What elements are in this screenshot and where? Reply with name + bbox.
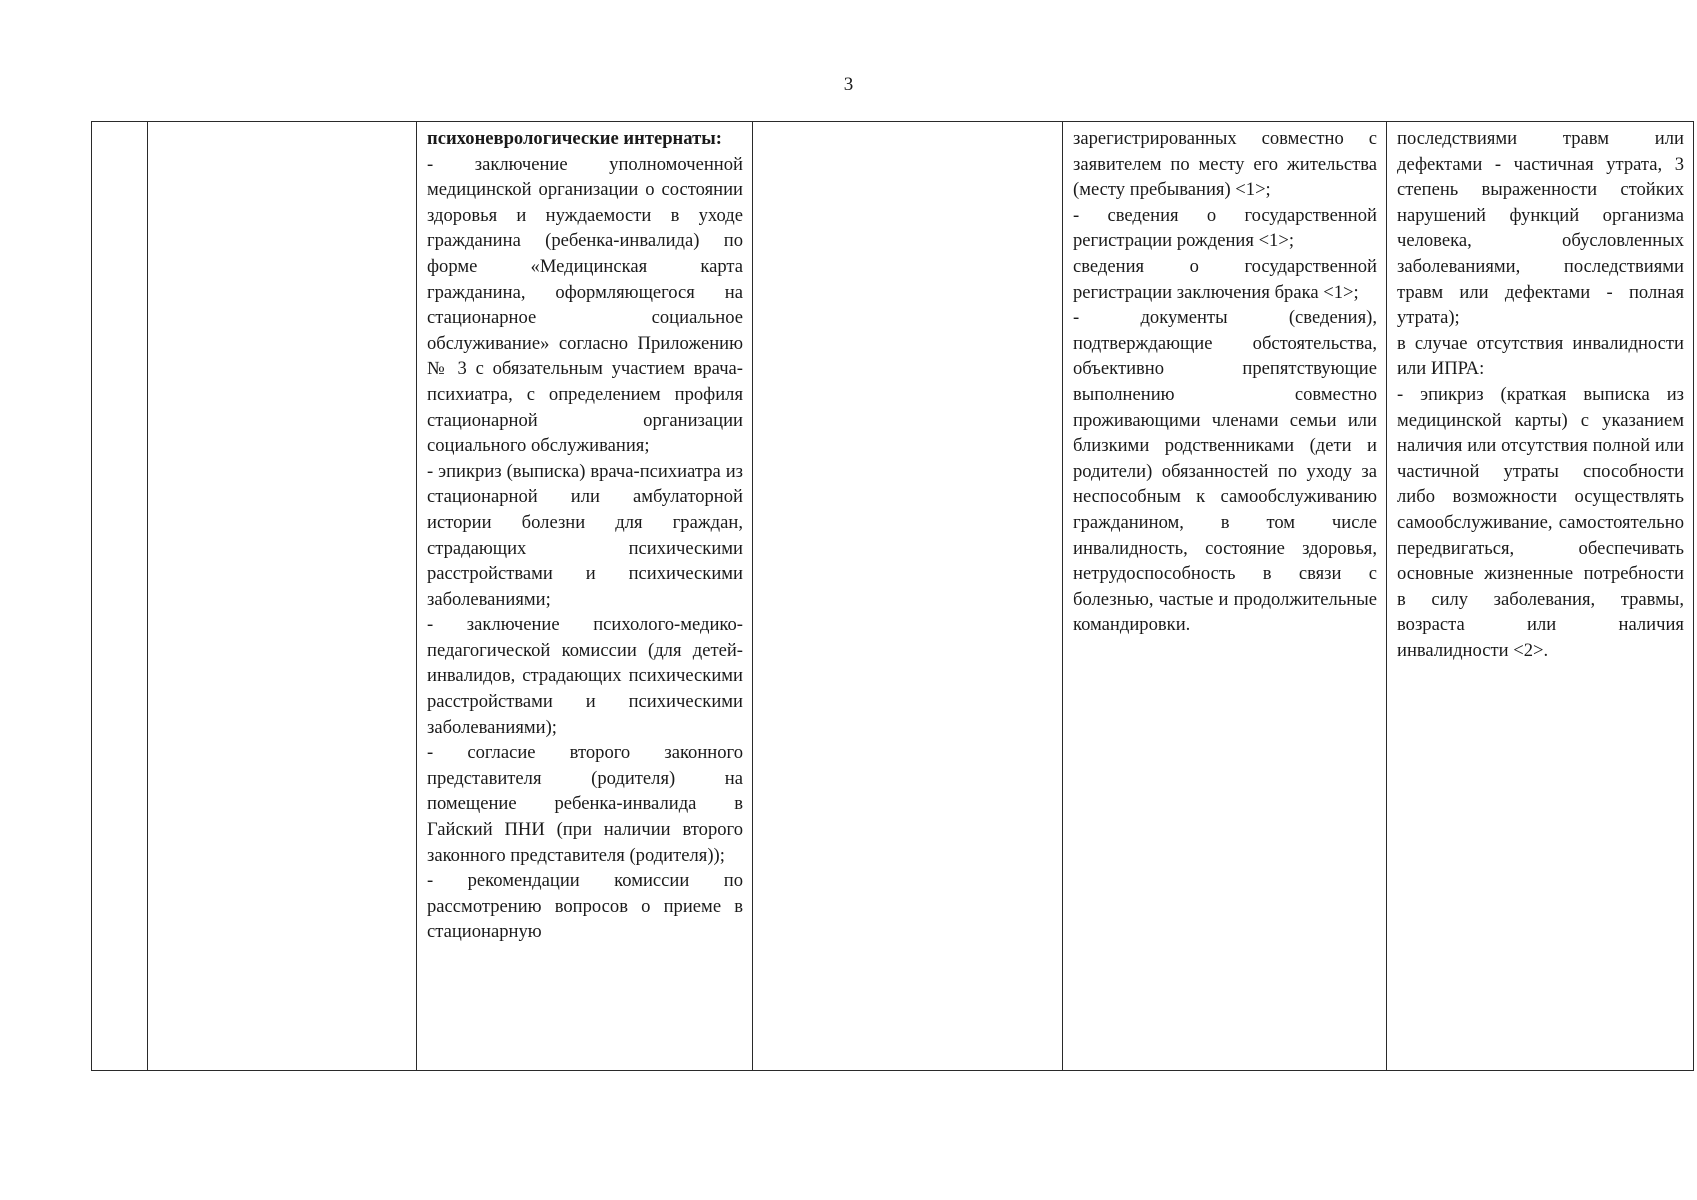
list-item: - согласие второго законного представителя (родителя) на помещение ребенка-инвалида в Гайский ПНИ (при наличии второго законного представителя (родителя)); <box>427 742 743 866</box>
list-item: - заключение уполномоченной медицинской организации о состоянии здоровья и нуждаемости в уходе гражданина (ребенка-инвалида) по форме «Медицинская карта гражданина, оформляющегося на стационарное социальное обслуживание» согласно Приложению № 3 с обязательным участием врача-психиатра, с определением профиля стационарной организации социального обслуживания; <box>427 153 743 457</box>
document-table <box>91 121 1694 1071</box>
table-cell-col4 <box>753 122 1063 1071</box>
page-number: 3 <box>843 74 854 95</box>
list-item: - документы (сведения), подтверждающие обстоятельства, объективно препятствующие выполнению совместно проживающими членами семьи или близкими родственниками (дети и родители) обязанностей по уходу за неспособным к самообслуживанию гражданином, в том числе инвалидность, состояние здоровья, нетрудоспособность в связи с болезнью, частые и продолжительные командировки. <box>1073 307 1377 636</box>
table-row <box>92 122 1694 1071</box>
table-cell-col6 <box>1387 122 1694 1071</box>
table-cell-col5 <box>1063 122 1387 1071</box>
documents-list-psycho <box>417 122 752 945</box>
list-item: - эпикриз (выписка) врача-психиатра из стационарной или амбулаторной истории болезни для граждан, страдающих психическими расстройствами и психическими заболеваниями; <box>427 460 743 610</box>
list-item: - сведения о государственной регистрации рождения <1>; <box>1073 204 1377 252</box>
list-item: в случае отсутствия инвалидности или ИПРА: <box>1397 332 1684 380</box>
interagency-documents-list <box>1063 122 1386 638</box>
list-item: - эпикриз (краткая выписка из медицинской карты) с указанием наличия или отсутствия полной или частичной утраты способности либо возможности осуществлять самообслуживание, самостоятельно передвигаться, обеспечивать основные жизненные потребности в силу заболевания, травмы, возраста или наличия инвалидности <2>. <box>1397 383 1684 661</box>
table-cell-col1 <box>92 122 148 1071</box>
list-item: зарегистрированных совместно с заявителем по месту его жительства (месту пребывания) <1>; <box>1073 128 1377 201</box>
table-cell-col2 <box>148 122 417 1071</box>
table-cell-col3 <box>417 122 753 1071</box>
list-item: последствиями травм или дефектами - частичная утрата, 3 степень выраженности стойких нарушений функций организма человека, обусловленных заболеваниями, последствиями травм или дефектами - полная утрата); <box>1397 128 1684 329</box>
list-item: - рекомендации комиссии по рассмотрению вопросов о приеме в стационарную <box>427 870 743 943</box>
section-heading: психоневрологические интернаты: <box>427 128 722 149</box>
list-item: - заключение психолого-медико-педагогической комиссии (для детей-инвалидов, страдающих психическими расстройствами и психическими заболеваниями); <box>427 614 743 738</box>
grounds-list <box>1387 122 1693 663</box>
list-item: сведения о государственной регистрации заключения брака <1>; <box>1073 255 1377 303</box>
